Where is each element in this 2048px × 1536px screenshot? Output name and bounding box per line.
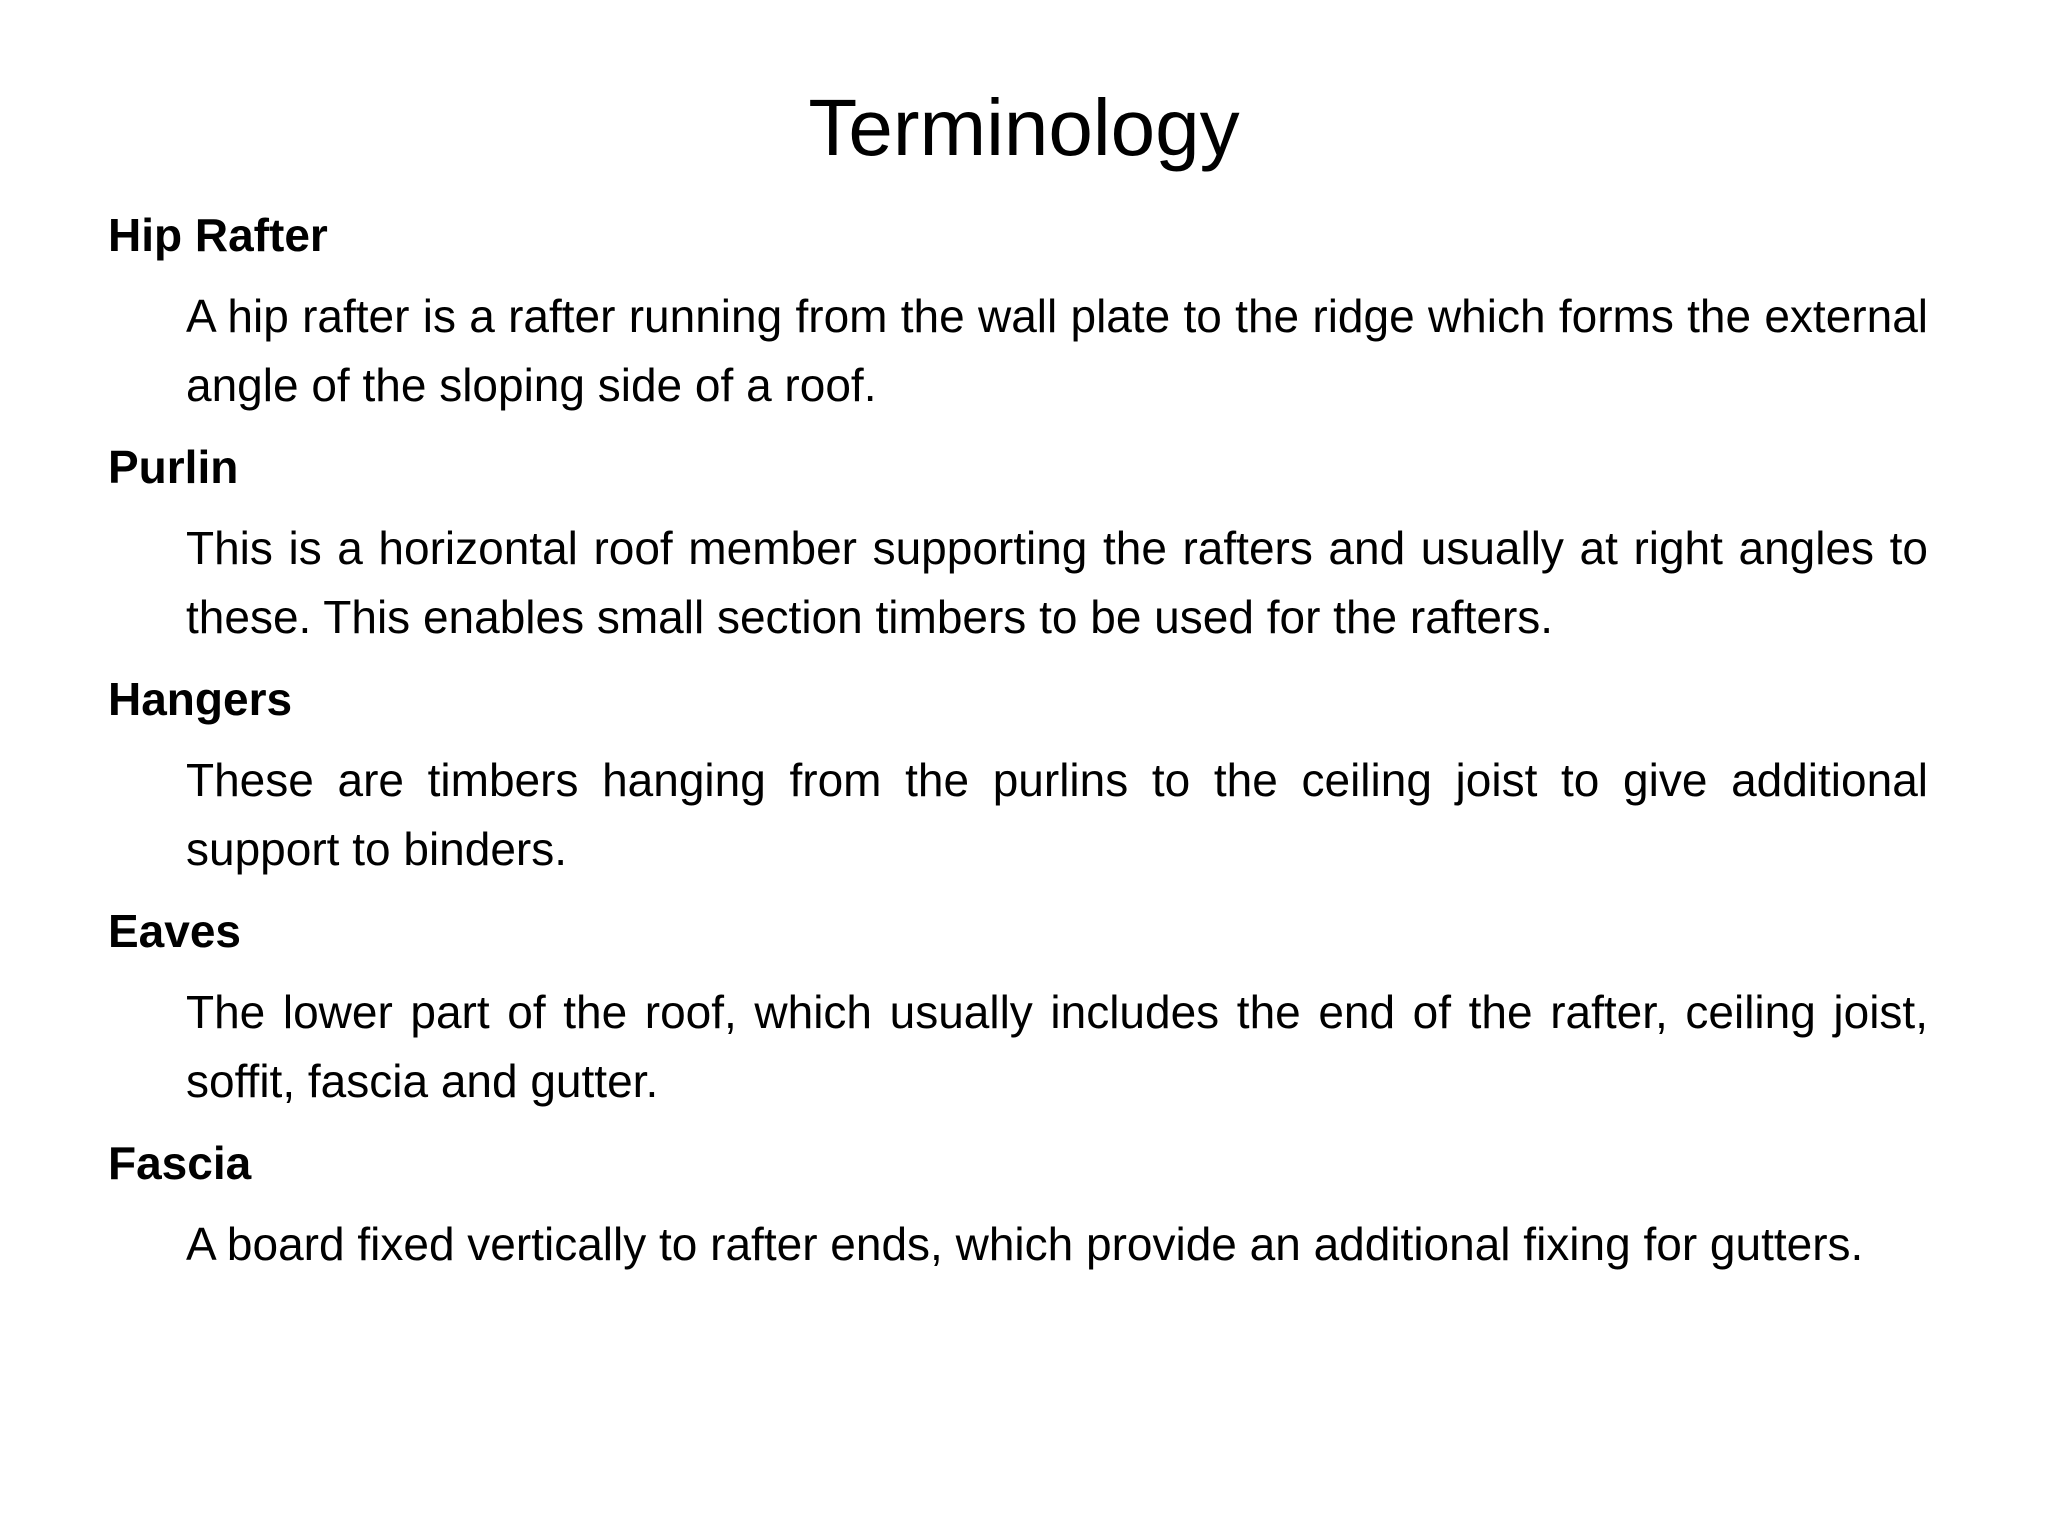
term-purlin: [108, 432, 1928, 652]
term-name: Hip Rafter: [108, 209, 328, 261]
term-definition: A hip rafter is a rafter running from the wall plate to the ridge which forms the external angle of the sloping side of a roof.: [186, 290, 1928, 411]
term-list: [108, 200, 1928, 1291]
term-name: Fascia: [108, 1137, 252, 1189]
term-definition: This is a horizontal roof member supporting the rafters and usually at right angles to these. This enables small section timbers to be used for the rafters.: [186, 522, 1928, 643]
term-name: Purlin: [108, 441, 239, 493]
term-eaves: [108, 896, 1928, 1116]
term-hip-rafter: [108, 200, 1928, 420]
term-hangers: [108, 664, 1928, 884]
term-fascia: [108, 1128, 1928, 1279]
term-definition: A board fixed vertically to rafter ends, which provide an additional fixing for gutters.: [186, 1218, 1864, 1270]
term-definition: The lower part of the roof, which usually includes the end of the rafter, ceiling joist, soffit, fascia and gutter.: [186, 986, 1928, 1107]
term-definition: These are timbers hanging from the purlins to the ceiling joist to give additional support to binders.: [186, 754, 1928, 875]
page-title: Terminology: [808, 83, 1240, 172]
term-name: Hangers: [108, 673, 293, 725]
term-name: Eaves: [108, 905, 242, 957]
